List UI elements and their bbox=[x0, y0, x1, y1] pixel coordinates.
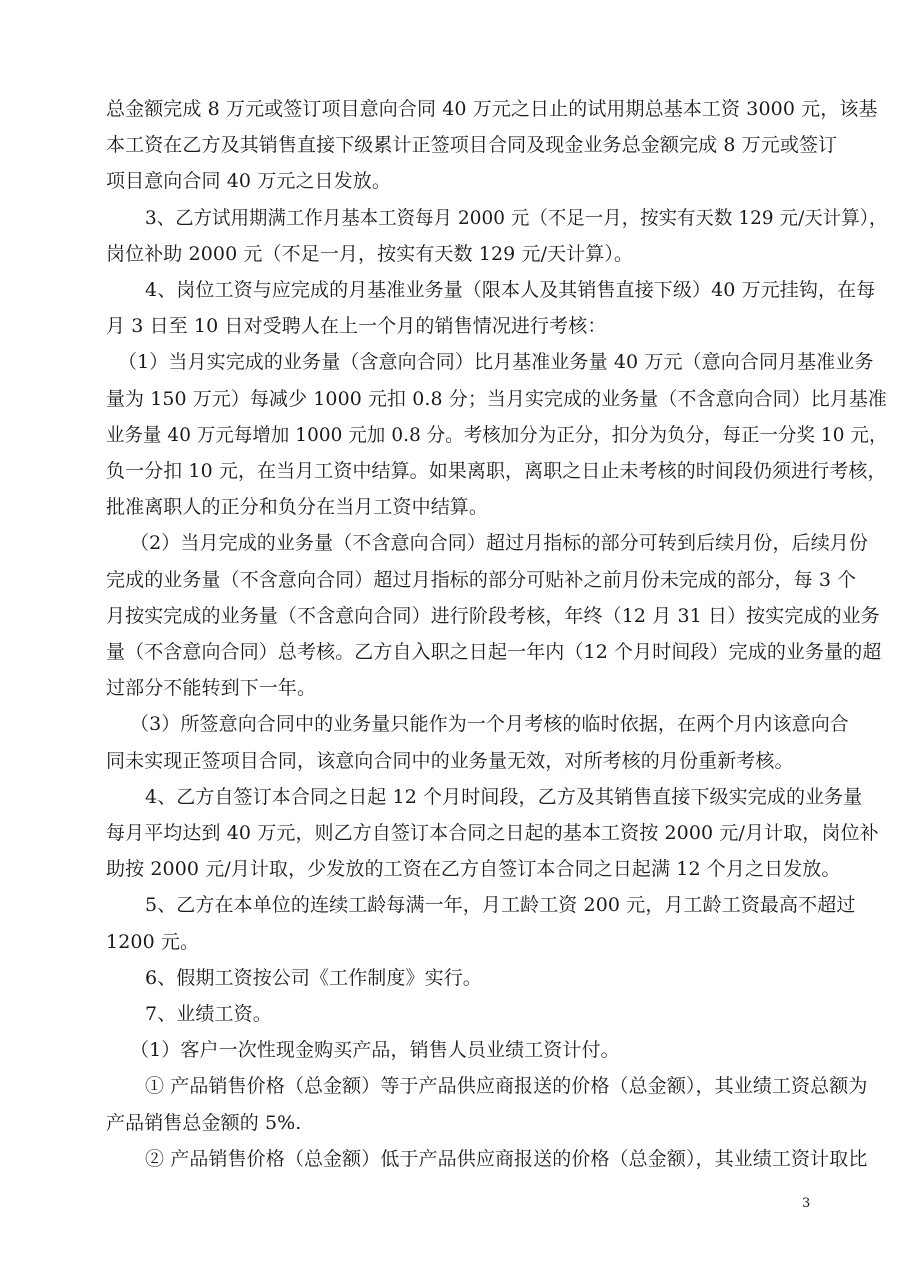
text-line: 1200 元。 bbox=[106, 930, 200, 953]
text-line: 3、乙方试用期满工作月基本工资每月 2000 元（不足一月，按实有天数 129 元/天计算）， bbox=[145, 206, 888, 229]
text-line: 7、业绩工资。 bbox=[145, 1003, 272, 1025]
text-line: 岗位补助 2000 元（不足一月，按实有天数 129 元/天计算）。 bbox=[106, 242, 634, 265]
text-line: 产品销售总金额的 5%. bbox=[106, 1111, 302, 1134]
text-line: 6、假期工资按公司《工作制度》实行。 bbox=[145, 966, 482, 989]
text-line: 月按实完成的业务量（不含意向合同）进行阶段考核，年终（12 月 31 日）按实完成的业务 bbox=[106, 604, 880, 627]
page-number: 3 bbox=[802, 1196, 811, 1211]
text-line: 同未实现正签项目合同，该意向合同中的业务量无效，对所考核的月份重新考核。 bbox=[106, 749, 794, 772]
text-line: 本工资在乙方及其销售直接下级累计正签项目合同及现金业务总金额完成 8 万元或签订 bbox=[106, 134, 838, 157]
text-line: （3）所签意向合同中的业务量只能作为一个月考核的临时依据，在两个月内该意向合 bbox=[130, 713, 849, 736]
text-line: 每月平均达到 40 万元，则乙方自签订本合同之日起的基本工资按 2000 元/月计取，岗位补 bbox=[106, 822, 879, 844]
text-line: （2）当月完成的业务量（不含意向合同）超过月指标的部分可转到后续月份，后续月份 bbox=[130, 532, 868, 555]
text-line: 月 3 日至 10 日对受聘人在上一个月的销售情况进行考核： bbox=[106, 315, 607, 338]
text-line: 批准离职人的正分和负分在当月工资中结算。 bbox=[106, 496, 489, 519]
text-line: ① 产品销售价格（总金额）等于产品供应商报送的价格（总金额），其业绩工资总额为 bbox=[145, 1075, 868, 1098]
text-line: 4、岗位工资与应完成的月基准业务量（限本人及其销售直接下级）40 万元挂钩，在每 bbox=[145, 279, 876, 301]
text-line: （1）当月实完成的业务量（含意向合同）比月基准业务量 40 万元（意向合同月基准业务 bbox=[118, 351, 874, 374]
text-line: 总金额完成 8 万元或签订项目意向合同 40 万元之日止的试用期总基本工资 3000 元，该基 bbox=[106, 98, 878, 120]
text-line: 完成的业务量（不含意向合同）超过月指标的部分可贴补之前月份未完成的部分，每 3 个 bbox=[106, 568, 857, 591]
text-line: （1）客户一次性现金购买产品，销售人员业绩工资计付。 bbox=[130, 1039, 620, 1062]
text-line: ② 产品销售价格（总金额）低于产品供应商报送的价格（总金额），其业绩工资计取比 bbox=[145, 1147, 868, 1170]
text-line: 4、乙方自签订本合同之日起 12 个月时间段，乙方及其销售直接下级实完成的业务量 bbox=[145, 785, 863, 808]
text-line: 负一分扣 10 元，在当月工资中结算。如果离职，离职之日止未考核的时间段仍须进行考核， bbox=[106, 460, 887, 482]
text-line: 业务量 40 万元每增加 1000 元加 0.8 分。考核加分为正分，扣分为负分，每正一分奖 10 元， bbox=[106, 423, 888, 446]
text-line: 过部分不能转到下一年。 bbox=[106, 677, 317, 700]
text-line: 量（不含意向合同）总考核。乙方自入职之日起一年内（12 个月时间段）完成的业务量的超 bbox=[106, 641, 882, 663]
text-line: 助按 2000 元/月计取，少发放的工资在乙方自签订本合同之日起满 12 个月之日发放。 bbox=[106, 858, 841, 881]
text-line: 5、乙方在本单位的连续工龄每满一年，月工龄工资 200 元，月工龄工资最高不超过 bbox=[145, 894, 856, 917]
text-line: 项目意向合同 40 万元之日发放。 bbox=[106, 170, 391, 193]
text-line: 量为 150 万元）每减少 1000 元扣 0.8 分；当月实完成的业务量（不含意向合同）比月基准 bbox=[106, 387, 887, 410]
